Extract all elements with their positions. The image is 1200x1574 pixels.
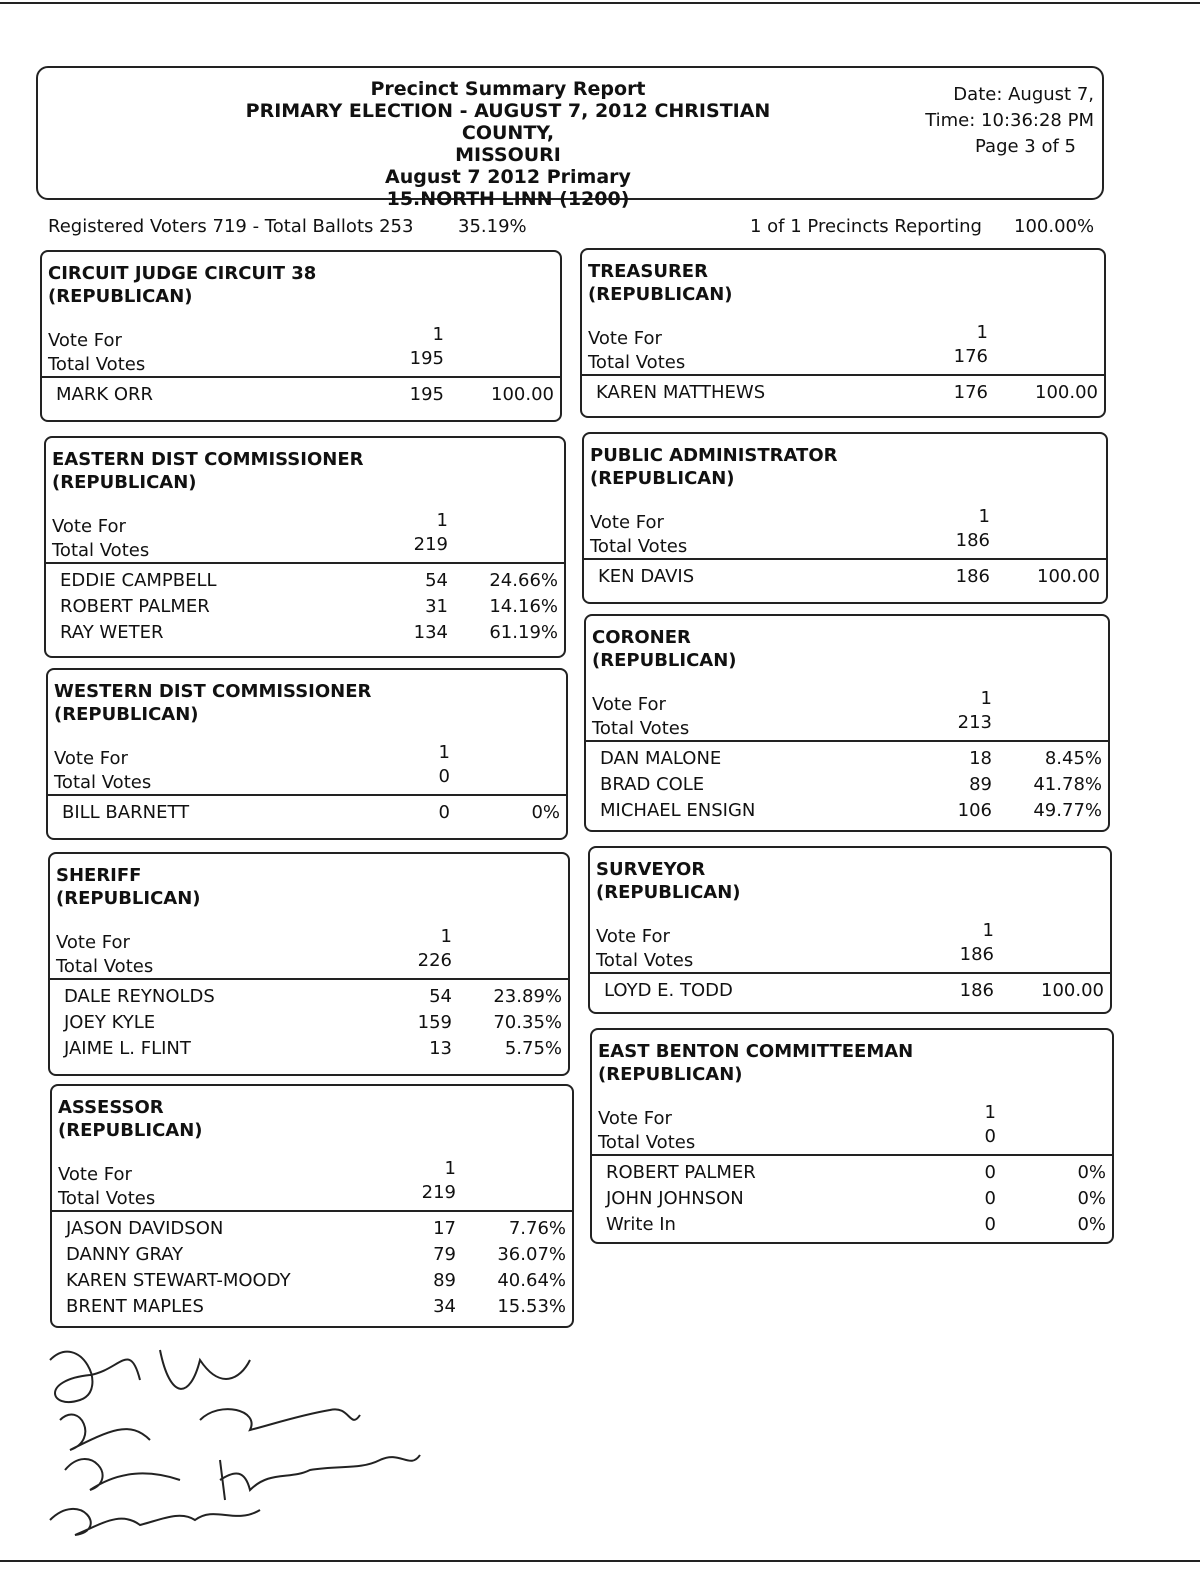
total-votes-value: 176 (953, 346, 988, 367)
candidate-name: JAIME L. FLINT (64, 1038, 191, 1059)
candidate-row (50, 986, 568, 1012)
race-divider (46, 562, 564, 564)
candidate-name: KAREN MATTHEWS (596, 382, 766, 403)
vote-for-value: 1 (432, 324, 444, 345)
report-date: Date: August 7, (953, 84, 1094, 105)
candidate-votes: 34 (433, 1296, 456, 1317)
candidate-votes: 79 (433, 1244, 456, 1265)
vote-for-label: Vote For (52, 516, 126, 537)
race-box (40, 250, 562, 422)
vote-for-value: 1 (438, 742, 450, 763)
candidate-percent: 61.19% (489, 622, 558, 643)
candidate-percent: 100.00 (1035, 382, 1098, 403)
candidate-percent: 5.75% (504, 1038, 562, 1059)
candidate-name: BRAD COLE (600, 774, 705, 795)
total-votes-value: 186 (959, 944, 994, 965)
candidate-row (586, 748, 1108, 774)
candidate-percent: 36.07% (497, 1244, 566, 1265)
bottom-border (0, 1560, 1200, 1562)
total-votes-value: 219 (413, 534, 448, 555)
election-name: PRIMARY ELECTION - AUGUST 7, 2012 CHRISTIAN COUNTY, (245, 100, 771, 144)
vote-for-label: Vote For (588, 328, 662, 349)
candidate-votes: 0 (984, 1162, 996, 1183)
candidate-row (50, 1038, 568, 1064)
candidate-votes: 134 (413, 622, 448, 643)
race-box (48, 852, 570, 1076)
total-votes-label: Total Votes (56, 956, 154, 977)
candidate-row (52, 1270, 572, 1296)
candidate-row (52, 1244, 572, 1270)
race-divider (584, 558, 1106, 560)
registered-voters: Registered Voters 719 - Total Ballots 253 (48, 216, 414, 237)
race-title: ASSESSOR (REPUBLICAN) (58, 1097, 203, 1141)
vote-for-value: 1 (982, 920, 994, 941)
race-title: WESTERN DIST COMMISSIONER (REPUBLICAN) (54, 681, 372, 725)
candidate-votes: 159 (417, 1012, 452, 1033)
total-votes-value: 219 (421, 1182, 456, 1203)
candidate-votes: 186 (955, 566, 990, 587)
candidate-votes: 186 (959, 980, 994, 1001)
candidate-votes: 17 (433, 1218, 456, 1239)
candidate-name: Write In (606, 1214, 676, 1235)
candidate-votes: 54 (425, 570, 448, 591)
candidate-votes: 89 (969, 774, 992, 795)
candidate-percent: 0% (1077, 1162, 1106, 1183)
total-votes-label: Total Votes (590, 536, 688, 557)
candidate-percent: 70.35% (493, 1012, 562, 1033)
candidate-name: MICHAEL ENSIGN (600, 800, 756, 821)
candidate-name: DANNY GRAY (66, 1244, 184, 1265)
candidate-row (592, 1214, 1112, 1240)
candidate-row (592, 1188, 1112, 1214)
candidate-percent: 24.66% (489, 570, 558, 591)
precincts-reporting: 1 of 1 Precincts Reporting (750, 216, 982, 237)
total-votes-value: 0 (438, 766, 450, 787)
candidate-percent: 100.00 (1037, 566, 1100, 587)
precinct-name: 15.NORTH LINN (1200) (386, 188, 630, 210)
race-divider (42, 376, 560, 378)
race-divider (50, 978, 568, 980)
candidate-name: ROBERT PALMER (60, 596, 210, 617)
candidate-name: MARK ORR (56, 384, 154, 405)
race-title: EAST BENTON COMMITTEEMAN (REPUBLICAN) (598, 1041, 914, 1085)
candidate-row (46, 570, 564, 596)
total-votes-label: Total Votes (588, 352, 686, 373)
race-divider (582, 374, 1104, 376)
election-state: MISSOURI (455, 144, 561, 166)
candidate-votes: 13 (429, 1038, 452, 1059)
candidate-row (586, 800, 1108, 826)
candidate-row (46, 596, 564, 622)
candidate-votes: 18 (969, 748, 992, 769)
race-box (584, 614, 1110, 832)
candidate-percent: 8.45% (1044, 748, 1102, 769)
race-divider (48, 794, 566, 796)
page-number: Page 3 of 5 (975, 136, 1076, 157)
candidate-row (586, 774, 1108, 800)
signatures (20, 1320, 460, 1560)
candidate-percent: 49.77% (1033, 800, 1102, 821)
turnout-pct: 35.19% (458, 216, 527, 237)
header-meta (925, 82, 1094, 160)
vote-for-label: Vote For (48, 330, 122, 351)
race-title: SHERIFF (REPUBLICAN) (56, 865, 201, 909)
race-box (50, 1084, 574, 1328)
candidate-percent: 100.00 (491, 384, 554, 405)
vote-for-label: Vote For (58, 1164, 132, 1185)
total-votes-value: 186 (955, 530, 990, 551)
total-votes-value: 226 (417, 950, 452, 971)
candidate-row (48, 802, 566, 828)
race-box (588, 846, 1112, 1014)
candidate-name: LOYD E. TODD (604, 980, 733, 1001)
total-votes-label: Total Votes (54, 772, 152, 793)
race-box (46, 668, 568, 840)
race-box (582, 432, 1108, 604)
candidate-name: JOEY KYLE (64, 1012, 156, 1033)
candidate-name: KEN DAVIS (598, 566, 695, 587)
candidate-row (590, 980, 1110, 1006)
candidate-percent: 0% (1077, 1214, 1106, 1235)
vote-for-label: Vote For (598, 1108, 672, 1129)
vote-for-label: Vote For (56, 932, 130, 953)
candidate-row (582, 382, 1104, 408)
total-votes-label: Total Votes (592, 718, 690, 739)
candidate-percent: 15.53% (497, 1296, 566, 1317)
candidate-row (52, 1218, 572, 1244)
candidate-percent: 40.64% (497, 1270, 566, 1291)
race-title: EASTERN DIST COMMISSIONER (REPUBLICAN) (52, 449, 364, 493)
candidate-name: JASON DAVIDSON (66, 1218, 224, 1239)
total-votes-value: 213 (957, 712, 992, 733)
vote-for-label: Vote For (596, 926, 670, 947)
header-title-block (238, 78, 778, 210)
race-title: SURVEYOR (REPUBLICAN) (596, 859, 741, 903)
vote-for-value: 1 (978, 506, 990, 527)
candidate-name: BRENT MAPLES (66, 1296, 204, 1317)
total-votes-label: Total Votes (52, 540, 150, 561)
candidate-votes: 0 (984, 1214, 996, 1235)
candidate-votes: 106 (957, 800, 992, 821)
race-box (590, 1028, 1114, 1244)
report-title: Precinct Summary Report (370, 78, 646, 100)
candidate-row (584, 566, 1106, 592)
total-votes-label: Total Votes (596, 950, 694, 971)
vote-for-label: Vote For (54, 748, 128, 769)
race-box (44, 436, 566, 658)
vote-for-label: Vote For (592, 694, 666, 715)
candidate-votes: 89 (433, 1270, 456, 1291)
candidate-name: BILL BARNETT (62, 802, 190, 823)
race-divider (586, 740, 1108, 742)
report-header (36, 66, 1104, 210)
election-subtitle: August 7 2012 Primary (385, 166, 631, 188)
race-divider (52, 1210, 572, 1212)
candidate-votes: 195 (409, 384, 444, 405)
top-border (0, 2, 1200, 4)
candidate-percent: 41.78% (1033, 774, 1102, 795)
report-time: Time: 10:36:28 PM (925, 110, 1094, 131)
candidate-percent: 14.16% (489, 596, 558, 617)
candidate-name: KAREN STEWART-MOODY (66, 1270, 291, 1291)
candidate-votes: 31 (425, 596, 448, 617)
candidate-name: JOHN JOHNSON (606, 1188, 744, 1209)
candidate-percent: 100.00 (1041, 980, 1104, 1001)
candidate-name: DAN MALONE (600, 748, 722, 769)
total-votes-value: 195 (409, 348, 444, 369)
candidate-row (52, 1296, 572, 1322)
candidate-percent: 23.89% (493, 986, 562, 1007)
race-divider (590, 972, 1110, 974)
total-votes-label: Total Votes (48, 354, 146, 375)
candidate-votes: 0 (438, 802, 450, 823)
candidate-name: RAY WETER (60, 622, 164, 643)
candidate-name: EDDIE CAMPBELL (60, 570, 217, 591)
candidate-row (50, 1012, 568, 1038)
reporting-pct: 100.00% (1014, 216, 1095, 237)
candidate-percent: 7.76% (508, 1218, 566, 1239)
candidate-votes: 0 (984, 1188, 996, 1209)
race-title: CIRCUIT JUDGE CIRCUIT 38 (REPUBLICAN) (48, 263, 317, 307)
vote-for-value: 1 (440, 926, 452, 947)
total-votes-label: Total Votes (58, 1188, 156, 1209)
candidate-row (46, 622, 564, 648)
race-title: CORONER (REPUBLICAN) (592, 627, 737, 671)
candidate-row (592, 1162, 1112, 1188)
vote-for-value: 1 (444, 1158, 456, 1179)
total-votes-label: Total Votes (598, 1132, 696, 1153)
race-title: TREASURER (REPUBLICAN) (588, 261, 733, 305)
candidate-votes: 54 (429, 986, 452, 1007)
vote-for-value: 1 (436, 510, 448, 531)
candidate-percent: 0% (531, 802, 560, 823)
race-box (580, 248, 1106, 418)
vote-for-value: 1 (976, 322, 988, 343)
race-title: PUBLIC ADMINISTRATOR (REPUBLICAN) (590, 445, 838, 489)
candidate-name: DALE REYNOLDS (64, 986, 215, 1007)
vote-for-label: Vote For (590, 512, 664, 533)
total-votes-value: 0 (984, 1126, 996, 1147)
candidate-row (42, 384, 560, 410)
candidate-name: ROBERT PALMER (606, 1162, 756, 1183)
candidate-votes: 176 (953, 382, 988, 403)
vote-for-value: 1 (980, 688, 992, 709)
race-divider (592, 1154, 1112, 1156)
vote-for-value: 1 (984, 1102, 996, 1123)
candidate-percent: 0% (1077, 1188, 1106, 1209)
